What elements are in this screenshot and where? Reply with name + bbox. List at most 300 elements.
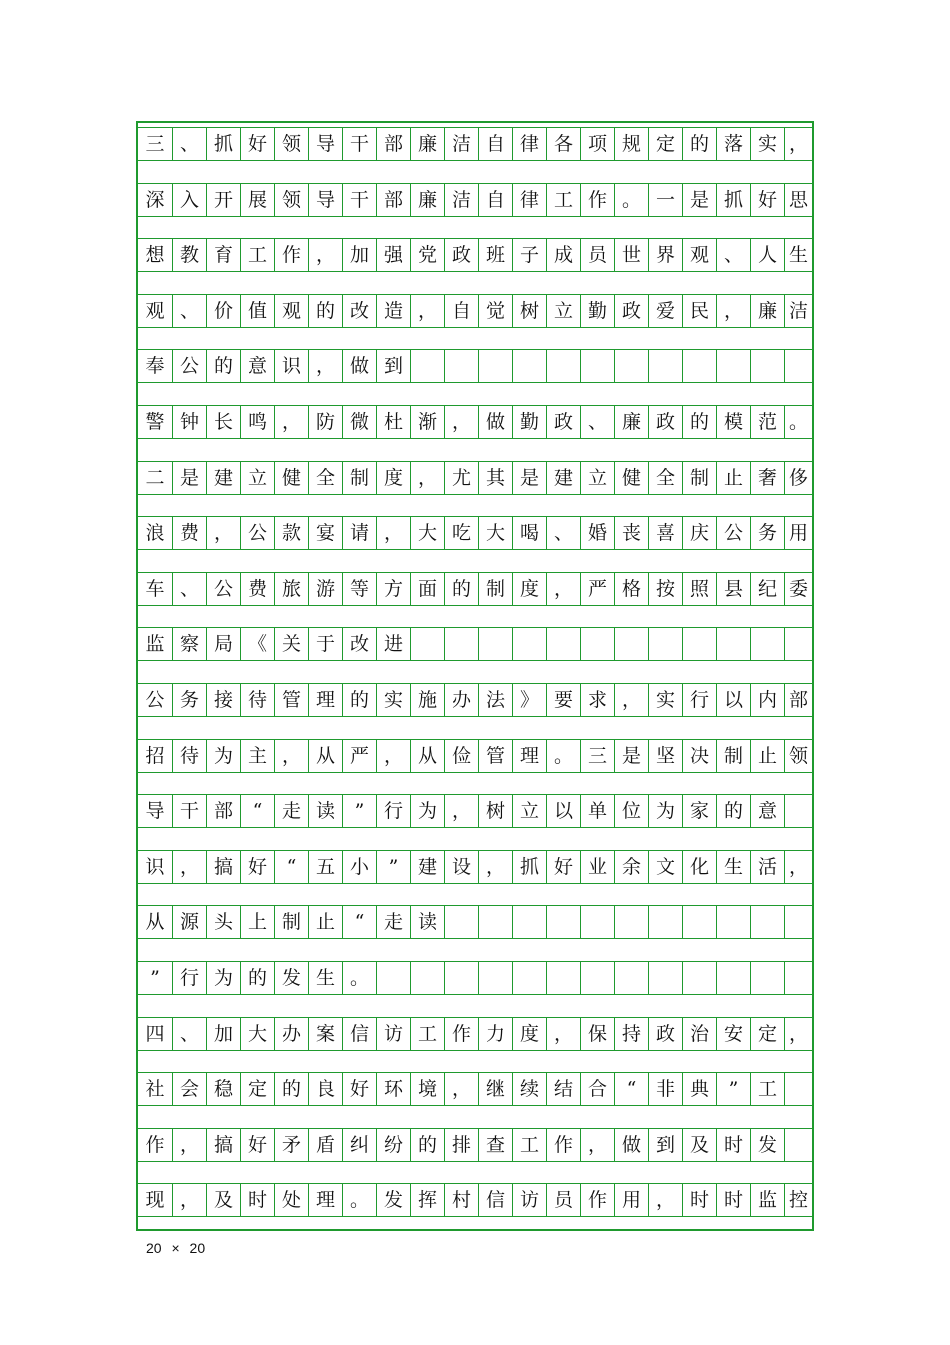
grid-cell: 廉 <box>614 406 648 438</box>
grid-cell: 定 <box>240 1073 274 1105</box>
grid-cell: 工 <box>750 1073 784 1105</box>
grid-cell <box>682 628 716 660</box>
grid-cell: 挥 <box>410 1184 444 1216</box>
grid-cell: ， <box>376 517 410 549</box>
grid-cell: ， <box>444 1073 478 1105</box>
grid-cell: ” <box>376 851 410 883</box>
grid-cell: 改 <box>342 295 376 327</box>
grid-cell: 立 <box>512 795 546 827</box>
grid-cell: 觉 <box>478 295 512 327</box>
grid-cell: 发 <box>274 962 308 994</box>
grid-cell: 意 <box>750 795 784 827</box>
grid-cell: 三 <box>145 132 165 155</box>
grid-cell: 杜 <box>376 406 410 438</box>
grid-cell: 思 <box>784 184 812 216</box>
grid-cell: 现 <box>145 1188 165 1211</box>
grid-cell: 一 <box>648 184 682 216</box>
grid-cell: 班 <box>478 239 512 271</box>
grid-cell: 价 <box>206 295 240 327</box>
grid-cell: 理 <box>308 684 342 716</box>
grid-cell: 大 <box>410 517 444 549</box>
grid-cell <box>580 962 614 994</box>
grid-cell: 旅 <box>274 573 308 605</box>
grid-cell: 员 <box>580 239 614 271</box>
grid-cell: 施 <box>410 684 444 716</box>
grid-cell: 、 <box>546 517 580 549</box>
grid-cell: 办 <box>444 684 478 716</box>
grid-cell: 读 <box>308 795 342 827</box>
grid-cell: 改 <box>342 628 376 660</box>
grid-cell <box>580 628 614 660</box>
grid-cell: 子 <box>512 239 546 271</box>
grid-cell: 生 <box>716 851 750 883</box>
grid-cell: 工 <box>240 239 274 271</box>
grid-cell: ， <box>444 795 478 827</box>
grid-cell: 为 <box>410 795 444 827</box>
grid-row <box>138 1072 812 1106</box>
grid-cell: 稳 <box>206 1073 240 1105</box>
grid-cell: ， <box>308 350 342 382</box>
grid-row <box>138 572 812 606</box>
grid-cell: 其 <box>478 462 512 494</box>
grid-cell: 部 <box>376 184 410 216</box>
grid-cell: 廉 <box>410 128 444 160</box>
grid-cell: 范 <box>750 406 784 438</box>
grid-cell: 作 <box>580 184 614 216</box>
grid-cell: 政 <box>648 1018 682 1050</box>
grid-row <box>138 1183 812 1217</box>
grid-cell: 做 <box>614 1129 648 1161</box>
grid-cell: 环 <box>376 1073 410 1105</box>
grid-cell: 合 <box>580 1073 614 1105</box>
grid-cell <box>444 628 478 660</box>
grid-cell: ， <box>274 740 308 772</box>
grid-cell: 规 <box>614 128 648 160</box>
grid-cell: 喝 <box>512 517 546 549</box>
grid-cell: 、 <box>580 406 614 438</box>
grid-cell: 抓 <box>716 184 750 216</box>
grid-cell <box>784 1129 812 1161</box>
grid-cell <box>648 962 682 994</box>
grid-cell: 警 <box>145 410 165 433</box>
grid-cell: 作 <box>444 1018 478 1050</box>
grid-cell: 纪 <box>750 573 784 605</box>
grid-cell: 察 <box>172 628 206 660</box>
grid-cell: 廉 <box>410 184 444 216</box>
grid-cell: 奢 <box>750 462 784 494</box>
grid-cell: 公 <box>206 573 240 605</box>
grid-cell: 会 <box>172 1073 206 1105</box>
grid-cell: 导 <box>308 128 342 160</box>
grid-cell: 。 <box>614 184 648 216</box>
grid-cell: ， <box>172 1129 206 1161</box>
grid-cell: 洁 <box>784 295 812 327</box>
grid-cell: 作 <box>274 239 308 271</box>
grid-cell: 奉 <box>145 354 165 377</box>
grid-cell: 加 <box>206 1018 240 1050</box>
grid-cell: 方 <box>376 573 410 605</box>
grid-cell: 洁 <box>444 184 478 216</box>
grid-cell: 健 <box>614 462 648 494</box>
grid-cell: 部 <box>376 128 410 160</box>
grid-cell: 的 <box>274 1073 308 1105</box>
grid-cell: 四 <box>145 1022 165 1045</box>
grid-cell: 渐 <box>410 406 444 438</box>
grid-cell: 时 <box>240 1184 274 1216</box>
grid-cell: 项 <box>580 128 614 160</box>
grid-cell: 盾 <box>308 1129 342 1161</box>
grid-cell <box>512 350 546 382</box>
grid-cell: 止 <box>716 462 750 494</box>
grid-cell <box>444 350 478 382</box>
grid-cell: 定 <box>648 128 682 160</box>
grid-cell: 。 <box>546 740 580 772</box>
grid-cell: ， <box>410 295 444 327</box>
grid-cell <box>716 962 750 994</box>
grid-cell: 从 <box>308 740 342 772</box>
grid-cell: 》 <box>512 684 546 716</box>
grid-cell <box>410 350 444 382</box>
grid-cell <box>750 628 784 660</box>
grid-cell <box>648 628 682 660</box>
grid-cell: 业 <box>580 851 614 883</box>
grid-cell <box>546 962 580 994</box>
grid-cell <box>614 628 648 660</box>
grid-cell <box>546 906 580 938</box>
grid-cell <box>512 962 546 994</box>
grid-cell: 待 <box>240 684 274 716</box>
grid-cell <box>716 906 750 938</box>
grid-cell: 主 <box>240 740 274 772</box>
grid-cell: 头 <box>206 906 240 938</box>
grid-cell: 社 <box>145 1077 165 1100</box>
grid-cell: 查 <box>478 1129 512 1161</box>
grid-cell: “ <box>614 1073 648 1105</box>
grid-cell: 等 <box>342 573 376 605</box>
grid-cell: 钟 <box>172 406 206 438</box>
grid-cell <box>682 350 716 382</box>
grid-cell: 上 <box>240 906 274 938</box>
grid-cell: 续 <box>512 1073 546 1105</box>
grid-cell: 成 <box>546 239 580 271</box>
grid-cell <box>478 628 512 660</box>
grid-cell: 款 <box>274 517 308 549</box>
grid-cell: 领 <box>274 128 308 160</box>
grid-cell <box>410 628 444 660</box>
grid-cell: 作 <box>580 1184 614 1216</box>
grid-row <box>138 739 812 773</box>
grid-cell: 位 <box>614 795 648 827</box>
grid-cell: 干 <box>342 184 376 216</box>
grid-cell: 展 <box>240 184 274 216</box>
grid-cell <box>478 350 512 382</box>
grid-cell: 于 <box>308 628 342 660</box>
grid-cell <box>682 962 716 994</box>
grid-cell: 、 <box>172 573 206 605</box>
grid-cell: 矛 <box>274 1129 308 1161</box>
grid-row <box>138 294 812 328</box>
grid-cell: 度 <box>512 573 546 605</box>
grid-cell: 公 <box>145 688 165 711</box>
grid-cell: ， <box>410 462 444 494</box>
grid-cell: 、 <box>172 128 206 160</box>
grid-cell: 造 <box>376 295 410 327</box>
grid-cell: 导 <box>308 184 342 216</box>
grid-cell: 良 <box>308 1073 342 1105</box>
grid-cell <box>546 350 580 382</box>
grid-row <box>138 127 812 161</box>
grid-cell: 作 <box>546 1129 580 1161</box>
grid-cell: 婚 <box>580 517 614 549</box>
grid-cell: 进 <box>376 628 410 660</box>
grid-cell: 访 <box>376 1018 410 1050</box>
grid-cell: 好 <box>240 128 274 160</box>
grid-cell: “ <box>342 906 376 938</box>
grid-cell <box>546 628 580 660</box>
grid-cell: 关 <box>274 628 308 660</box>
grid-cell: 二 <box>145 466 165 489</box>
grid-cell: 治 <box>682 1018 716 1050</box>
grid-cell: 。 <box>342 1184 376 1216</box>
grid-cell: 制 <box>274 906 308 938</box>
grid-cell: 落 <box>716 128 750 160</box>
grid-cell: ” <box>342 795 376 827</box>
grid-cell: 定 <box>750 1018 784 1050</box>
grid-cell: 政 <box>614 295 648 327</box>
grid-cell: “ <box>274 851 308 883</box>
grid-row <box>138 683 812 717</box>
grid-cell: 《 <box>240 628 274 660</box>
grid-cell: 防 <box>308 406 342 438</box>
grid-cell: ， <box>716 295 750 327</box>
grid-cell: 以 <box>546 795 580 827</box>
grid-cell <box>614 906 648 938</box>
grid-cell: 吃 <box>444 517 478 549</box>
grid-cell: 决 <box>682 740 716 772</box>
grid-size-label <box>146 1240 205 1256</box>
grid-cell: 是 <box>614 740 648 772</box>
grid-cell: 勤 <box>512 406 546 438</box>
grid-cell: ， <box>376 740 410 772</box>
grid-cell: 律 <box>512 184 546 216</box>
grid-cell: 走 <box>376 906 410 938</box>
grid-row <box>138 1128 812 1162</box>
grid-cell: 理 <box>512 740 546 772</box>
grid-cell: 设 <box>444 851 478 883</box>
grid-cell: ， <box>546 573 580 605</box>
grid-cell <box>410 962 444 994</box>
grid-cell: 纷 <box>376 1129 410 1161</box>
grid-cell: 工 <box>546 184 580 216</box>
grid-cell: 时 <box>682 1184 716 1216</box>
grid-row <box>138 516 812 550</box>
grid-rows-count: 20 <box>146 1240 162 1256</box>
grid-cell: 政 <box>546 406 580 438</box>
grid-cell: 、 <box>716 239 750 271</box>
grid-cell: 是 <box>682 184 716 216</box>
grid-cell: 单 <box>580 795 614 827</box>
grid-row <box>138 627 812 661</box>
grid-cell: 丧 <box>614 517 648 549</box>
grid-cell: 到 <box>648 1129 682 1161</box>
grid-cell <box>580 906 614 938</box>
grid-cell <box>614 962 648 994</box>
grid-cell: 保 <box>580 1018 614 1050</box>
grid-cell: 强 <box>376 239 410 271</box>
grid-cell: 监 <box>145 632 165 655</box>
grid-cell: 继 <box>478 1073 512 1105</box>
grid-cell: 干 <box>342 128 376 160</box>
grid-cell <box>376 962 410 994</box>
grid-cell: 世 <box>614 239 648 271</box>
grid-cell: 界 <box>648 239 682 271</box>
grid-cell: 的 <box>444 573 478 605</box>
grid-cell: 的 <box>716 795 750 827</box>
grid-cell: 值 <box>240 295 274 327</box>
grid-cell: 的 <box>410 1129 444 1161</box>
grid-cell: ， <box>546 1018 580 1050</box>
grid-cell: 公 <box>716 517 750 549</box>
grid-cell: 用 <box>784 517 812 549</box>
grid-cell: 发 <box>750 1129 784 1161</box>
grid-row <box>138 405 812 439</box>
grid-row <box>138 905 812 939</box>
grid-cell: 要 <box>546 684 580 716</box>
grid-cell: 制 <box>682 462 716 494</box>
grid-cols-count: 20 <box>189 1240 206 1256</box>
grid-cell: 员 <box>546 1184 580 1216</box>
grid-cell <box>512 906 546 938</box>
grid-cell: 请 <box>342 517 376 549</box>
grid-cell: 、 <box>172 295 206 327</box>
grid-cell: 持 <box>614 1018 648 1050</box>
grid-cell: 自 <box>478 128 512 160</box>
grid-cell: 律 <box>512 128 546 160</box>
grid-cell: 内 <box>750 684 784 716</box>
grid-cell: 家 <box>682 795 716 827</box>
grid-cell: 识 <box>145 855 165 878</box>
grid-cell: 村 <box>444 1184 478 1216</box>
grid-cell: 政 <box>648 406 682 438</box>
grid-cell: 接 <box>206 684 240 716</box>
grid-cell: 工 <box>410 1018 444 1050</box>
grid-cell: ， <box>206 517 240 549</box>
grid-cell: 深 <box>145 188 165 211</box>
grid-cell: 部 <box>206 795 240 827</box>
grid-cell: 管 <box>274 684 308 716</box>
grid-row <box>138 1017 812 1051</box>
grid-cell: 县 <box>716 573 750 605</box>
grid-cell: 止 <box>750 740 784 772</box>
grid-cell: 做 <box>342 350 376 382</box>
grid-cell: 生 <box>308 962 342 994</box>
grid-cell: 费 <box>240 573 274 605</box>
grid-cell: 自 <box>478 184 512 216</box>
grid-cell: 余 <box>614 851 648 883</box>
grid-cell: 务 <box>750 517 784 549</box>
grid-cell: 管 <box>478 740 512 772</box>
grid-cell: 结 <box>546 1073 580 1105</box>
grid-cell: 大 <box>240 1018 274 1050</box>
grid-cell: 文 <box>648 851 682 883</box>
grid-cell: 自 <box>444 295 478 327</box>
grid-cell: 好 <box>342 1073 376 1105</box>
grid-cell: 三 <box>580 740 614 772</box>
grid-cell: 止 <box>308 906 342 938</box>
grid-cell: 加 <box>342 239 376 271</box>
grid-cell: 。 <box>784 406 812 438</box>
grid-cell: 读 <box>410 906 444 938</box>
grid-cell: 车 <box>145 577 165 600</box>
grid-cell: 宴 <box>308 517 342 549</box>
grid-cell: 好 <box>750 184 784 216</box>
grid-cell: 走 <box>274 795 308 827</box>
grid-cell: 源 <box>172 906 206 938</box>
grid-cell: 观 <box>145 299 165 322</box>
grid-cell: 费 <box>172 517 206 549</box>
grid-cell: 度 <box>376 462 410 494</box>
grid-cell: 处 <box>274 1184 308 1216</box>
grid-cell: 公 <box>172 350 206 382</box>
grid-cell <box>614 350 648 382</box>
grid-cell: 非 <box>648 1073 682 1105</box>
grid-cell: 案 <box>308 1018 342 1050</box>
grid-cell: 喜 <box>648 517 682 549</box>
grid-cell: 干 <box>172 795 206 827</box>
grid-cell <box>750 906 784 938</box>
grid-cell: 入 <box>172 184 206 216</box>
grid-cell <box>716 628 750 660</box>
grid-cell: 务 <box>172 684 206 716</box>
grid-cell: 照 <box>682 573 716 605</box>
grid-cell: 严 <box>580 573 614 605</box>
grid-cell: 访 <box>512 1184 546 1216</box>
grid-cell: 好 <box>546 851 580 883</box>
grid-cell: 观 <box>274 295 308 327</box>
grid-cell <box>682 906 716 938</box>
grid-cell: 观 <box>682 239 716 271</box>
grid-cell: 实 <box>648 684 682 716</box>
grid-cell <box>750 962 784 994</box>
grid-cell: 是 <box>172 462 206 494</box>
grid-cell: 实 <box>376 684 410 716</box>
grid-cell: ， <box>172 1184 206 1216</box>
grid-cell: 。 <box>342 962 376 994</box>
grid-cell <box>648 350 682 382</box>
grid-row <box>138 461 812 495</box>
grid-cell: 游 <box>308 573 342 605</box>
grid-cell: ， <box>274 406 308 438</box>
grid-cell <box>784 795 812 827</box>
grid-cell: 建 <box>546 462 580 494</box>
grid-cell: 五 <box>308 851 342 883</box>
grid-cell: 公 <box>240 517 274 549</box>
grid-cell: 局 <box>206 628 240 660</box>
grid-cell: 鸣 <box>240 406 274 438</box>
grid-cell: 健 <box>274 462 308 494</box>
grid-cell: 生 <box>784 239 812 271</box>
grid-cell: ， <box>172 851 206 883</box>
grid-cell: ， <box>648 1184 682 1216</box>
grid-cell: 爱 <box>648 295 682 327</box>
grid-cell: 发 <box>376 1184 410 1216</box>
grid-cell: ， <box>784 1018 812 1050</box>
grid-cell: 及 <box>206 1184 240 1216</box>
grid-row <box>138 183 812 217</box>
grid-cell: 庆 <box>682 517 716 549</box>
grid-row <box>138 794 812 828</box>
grid-cell: 从 <box>410 740 444 772</box>
